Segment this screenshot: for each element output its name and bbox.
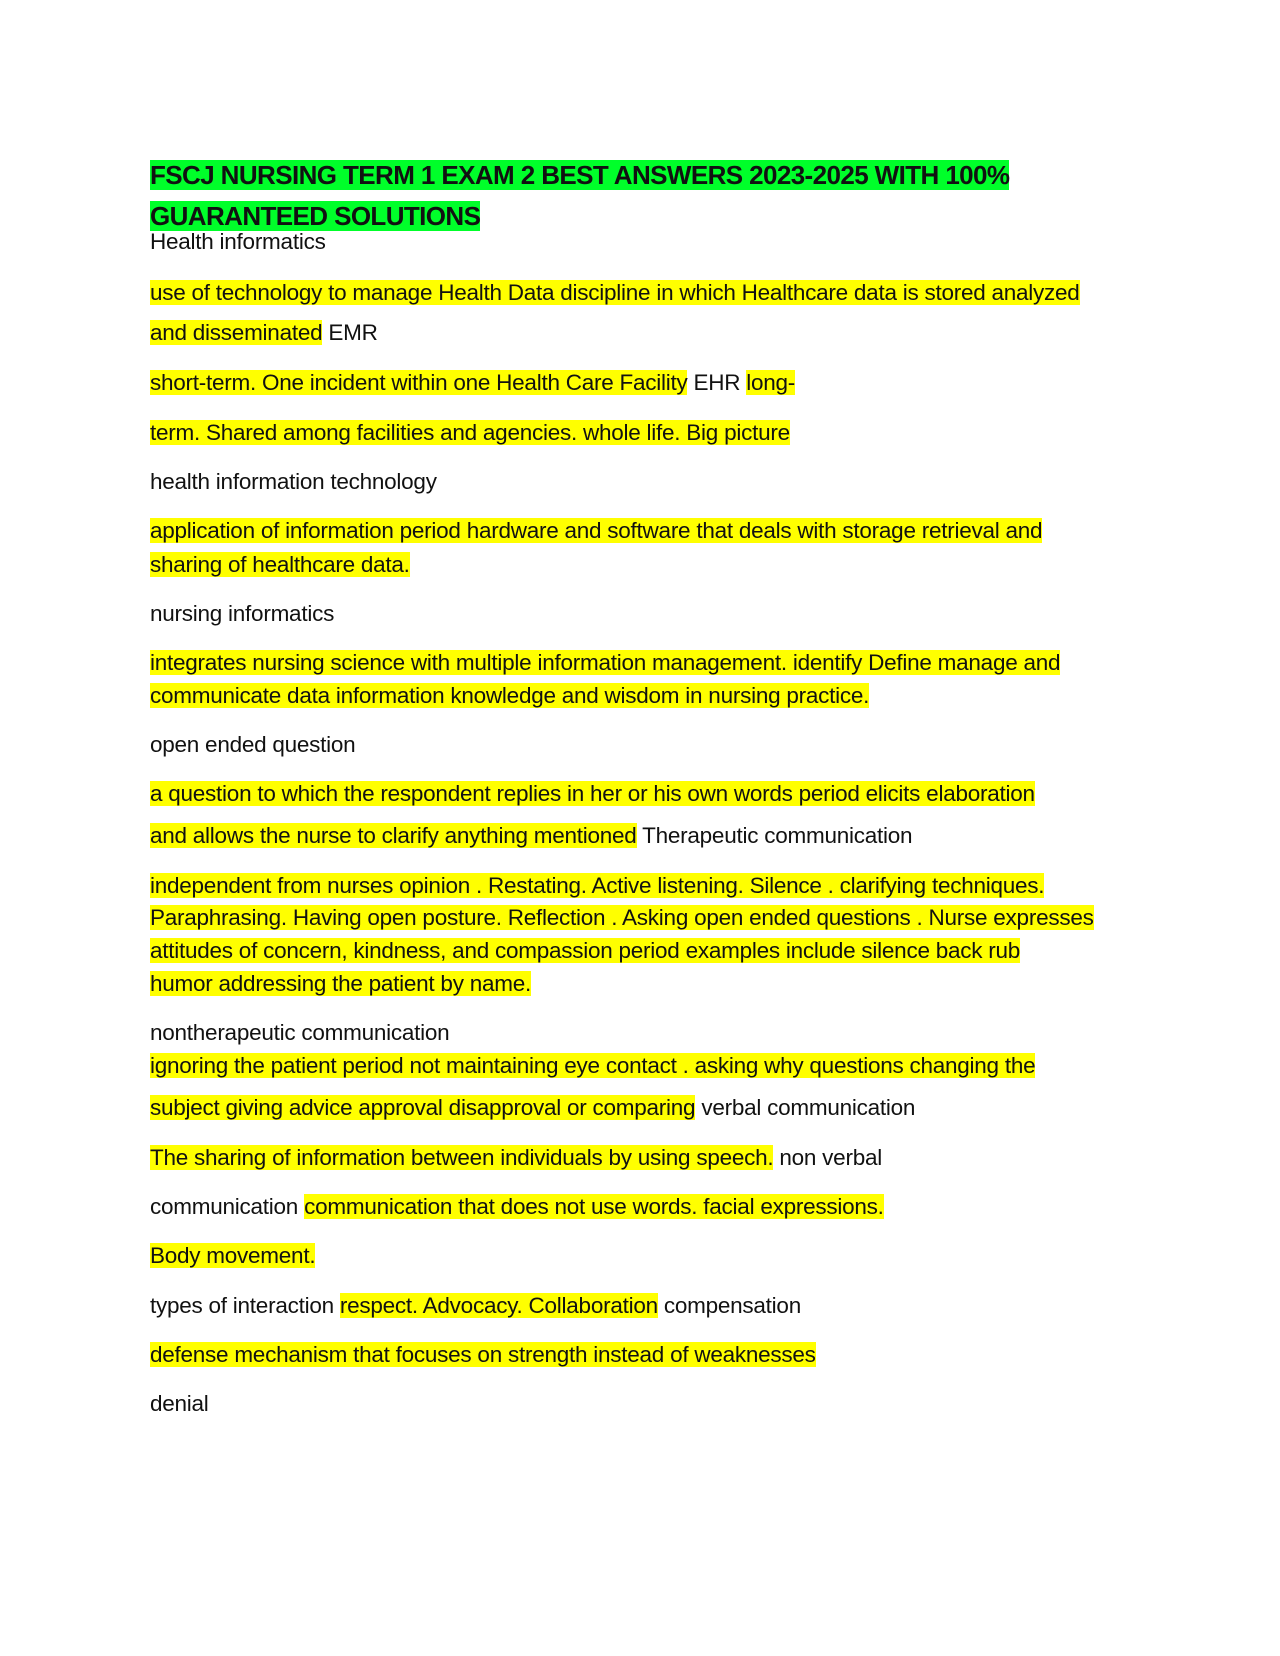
term-health-informatics: Health informatics [150, 229, 326, 254]
definition-line: communication communication that does not use words. facial expressions. [150, 1194, 884, 1219]
definition-line: short-term. One incident within one Health Care Facility EHR long- [150, 370, 796, 395]
definition-line: term. Shared among facilities and agencies. whole life. Big picture [150, 420, 790, 445]
term-health-information-technology: health information technology [150, 469, 437, 494]
definition-line: communicate data information knowledge and wisdom in nursing practice. [150, 683, 870, 708]
definition-line: sharing of healthcare data. [150, 552, 410, 577]
term-types-of-interaction: types of interaction respect. Advocacy. Collaboration compensation [150, 1293, 801, 1318]
title-line-1: FSCJ NURSING TERM 1 EXAM 2 BEST ANSWERS 2023-2025 WITH 100% [150, 160, 1010, 190]
definition-line: humor addressing the patient by name. [150, 971, 531, 996]
definition-line: and disseminated EMR [150, 320, 378, 345]
definition-line: The sharing of information between individuals by using speech. non verbal [150, 1145, 882, 1170]
definition-line: Body movement. [150, 1243, 316, 1268]
definition-line: subject giving advice approval disapproval or comparing verbal communication [150, 1095, 916, 1120]
definition-line: use of technology to manage Health Data discipline in which Healthcare data is stored analyzed [150, 280, 1080, 305]
definition-line: defense mechanism that focuses on strength instead of weaknesses [150, 1342, 816, 1367]
term-denial: denial [150, 1391, 209, 1416]
term-nontherapeutic-communication: nontherapeutic communication [150, 1020, 450, 1045]
term-nursing-informatics: nursing informatics [150, 601, 335, 626]
definition-line: independent from nurses opinion . Restating. Active listening. Silence . clarifying techniques. [150, 873, 1045, 898]
title-line-2: GUARANTEED SOLUTIONS [150, 201, 481, 231]
definition-line: attitudes of concern, kindness, and compassion period examples include silence back rub [150, 938, 1021, 963]
definition-line: application of information period hardware and software that deals with storage retrieval and [150, 518, 1043, 543]
definition-line: ignoring the patient period not maintaining eye contact . asking why questions changing the [150, 1053, 1036, 1078]
term-open-ended-question: open ended question [150, 732, 356, 757]
definition-line: integrates nursing science with multiple information management. identify Define manage and [150, 650, 1061, 675]
definition-line: Paraphrasing. Having open posture. Reflection . Asking open ended questions . Nurse expresses [150, 905, 1094, 930]
definition-line: and allows the nurse to clarify anything mentioned Therapeutic communication [150, 823, 913, 848]
definition-line: a question to which the respondent replies in her or his own words period elicits elaboration [150, 781, 1035, 806]
